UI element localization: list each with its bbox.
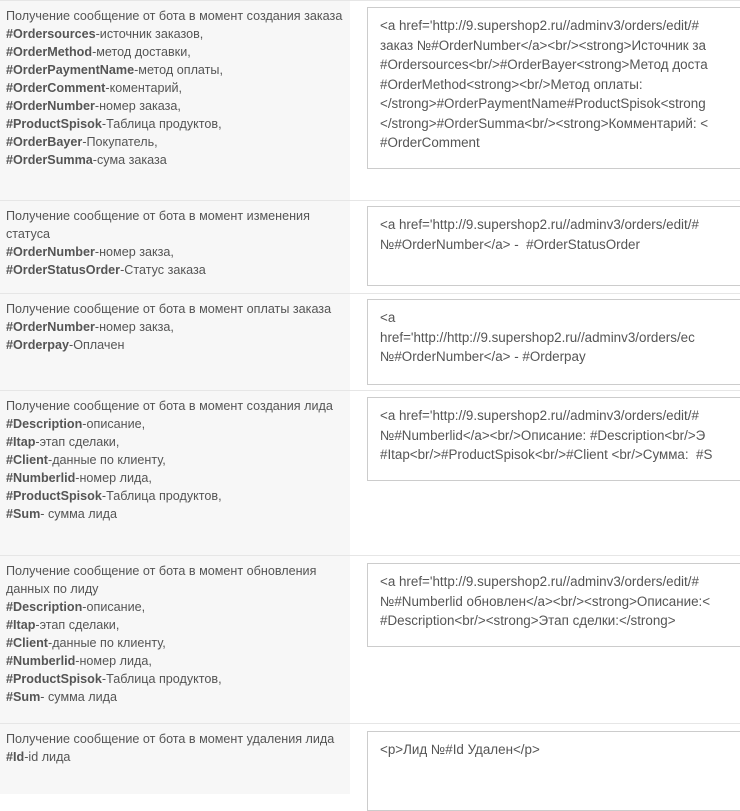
settings-row-lead-created <box>0 391 740 556</box>
placeholder-hint <box>6 652 346 670</box>
placeholder-code: #Numberlid <box>6 471 76 485</box>
row-label-cell <box>0 1 350 200</box>
settings-row-lead-deleted <box>0 724 740 794</box>
row-description: Получение сообщение от бота в момент оплаты заказа <box>6 302 332 316</box>
row-input-cell <box>350 391 740 555</box>
settings-row-status-changed <box>0 201 740 294</box>
placeholder-hint <box>6 318 346 336</box>
template-textarea-order-created[interactable]: <a href='http://9.supershop2.ru//adminv3/orders/edit/# заказ №#OrderNumber</a><br/><strong>Источник за #Ordersources<br/>#OrderBayer<strong>Метод доста #OrderMethod<strong><br/>Метод оплаты: </strong>#OrderPaymentName#ProductSpisok<strong </strong>#OrderSumma<br/><strong>Комментарий: < #OrderComment <box>367 7 740 169</box>
template-textarea-order-paid[interactable]: <a href='http://http://9.supershop2.ru//adminv3/orders/ec №#OrderNumber</a> - #Orderpay <box>367 299 740 385</box>
placeholder-code: #ProductSpisok <box>6 672 102 686</box>
placeholder-text: -данные по клиенту, <box>48 453 166 467</box>
placeholder-code: #OrderPaymentName <box>6 63 135 77</box>
placeholder-text: -номер лида, <box>75 654 152 668</box>
placeholder-hint <box>6 634 346 652</box>
row-label-cell <box>0 391 350 555</box>
placeholder-code: #Itap <box>6 435 36 449</box>
placeholder-text: -сума заказа <box>92 153 167 167</box>
template-textarea-lead-created[interactable]: <a href='http://9.supershop2.ru//adminv3/orders/edit/# №#Numberlid</a><br/>Описание: #Description<br/>Э #Itap<br/>#ProductSpisok<br/>#Client <br/>Сумма: #S <box>367 397 740 481</box>
placeholder-hint <box>6 151 346 169</box>
placeholder-hint <box>6 505 346 523</box>
row-label-cell <box>0 556 350 723</box>
template-textarea-lead-updated[interactable]: <a href='http://9.supershop2.ru//adminv3/orders/edit/# №#Numberlid обновлен</a><br/><strong>Описание:< #Description<br/><strong>Этап сделки:</strong> <box>367 563 740 647</box>
placeholder-hint <box>6 261 346 279</box>
placeholder-code: #Orderpay <box>6 338 69 352</box>
placeholder-text: -описание, <box>82 600 146 614</box>
placeholder-code: #OrderNumber <box>6 245 95 259</box>
placeholder-hint <box>6 133 346 151</box>
placeholder-text: -Оплачен <box>69 338 125 352</box>
placeholder-code: #OrderStatusOrder <box>6 263 121 277</box>
placeholder-hint <box>6 670 346 688</box>
placeholder-text: -этап сделаки, <box>35 618 120 632</box>
placeholder-code: #Description <box>6 417 83 431</box>
row-label-cell <box>0 724 350 794</box>
placeholder-text: -Таблица продуктов, <box>101 672 222 686</box>
row-description: Получение сообщение от бота в момент создания лида <box>6 399 333 413</box>
placeholder-hint <box>6 415 346 433</box>
placeholder-text: -метод доставки, <box>92 45 191 59</box>
placeholder-code: #OrderBayer <box>6 135 83 149</box>
placeholder-hint <box>6 243 346 261</box>
placeholder-text: -Покупатель, <box>82 135 158 149</box>
placeholder-code: #OrderComment <box>6 81 106 95</box>
settings-row-order-created <box>0 0 740 201</box>
placeholder-text: -Таблица продуктов, <box>101 117 222 131</box>
placeholder-code: #Client <box>6 636 48 650</box>
placeholder-hint <box>6 79 346 97</box>
placeholder-text: -номер лида, <box>75 471 152 485</box>
placeholder-text: -описание, <box>82 417 146 431</box>
placeholder-code: #OrderSumma <box>6 153 93 167</box>
row-input-cell <box>350 294 740 390</box>
placeholder-code: #Description <box>6 600 83 614</box>
placeholder-hint <box>6 616 346 634</box>
row-label-cell <box>0 294 350 390</box>
placeholder-code: #ProductSpisok <box>6 117 102 131</box>
placeholder-code: #Id <box>6 750 25 764</box>
placeholder-code: #OrderMethod <box>6 45 93 59</box>
placeholder-text: -источник заказов, <box>95 27 204 41</box>
row-description: Получение сообщение от бота в момент обновления данных по лиду <box>6 564 317 596</box>
row-input-cell <box>350 724 740 794</box>
placeholder-code: #Numberlid <box>6 654 76 668</box>
placeholder-hint <box>6 469 346 487</box>
template-textarea-status-changed[interactable]: <a href='http://9.supershop2.ru//adminv3/orders/edit/# №#OrderNumber</a> - #OrderStatusOrder <box>367 206 740 286</box>
row-input-cell <box>350 1 740 200</box>
placeholder-hint <box>6 451 346 469</box>
row-description: Получение сообщение от бота в момент изменения статуса <box>6 209 310 241</box>
placeholder-hint <box>6 433 346 451</box>
row-description: Получение сообщение от бота в момент удаления лида <box>6 732 335 746</box>
placeholder-text: -этап сделаки, <box>35 435 120 449</box>
row-description: Получение сообщение от бота в момент создания заказа <box>6 9 343 23</box>
placeholder-code: #OrderNumber <box>6 99 95 113</box>
placeholder-code: #Sum <box>6 690 41 704</box>
placeholder-text: -id лида <box>24 750 71 764</box>
placeholder-text: -Таблица продуктов, <box>101 489 222 503</box>
placeholder-hint <box>6 487 346 505</box>
placeholder-code: #OrderNumber <box>6 320 95 334</box>
placeholder-code: #ProductSpisok <box>6 489 102 503</box>
placeholder-code: #Client <box>6 453 48 467</box>
row-input-cell <box>350 201 740 293</box>
settings-row-lead-updated <box>0 556 740 724</box>
placeholder-hint <box>6 25 346 43</box>
placeholder-hint <box>6 688 346 706</box>
placeholder-text: - сумма лида <box>40 690 117 704</box>
placeholder-text: -метод оплаты, <box>134 63 223 77</box>
template-textarea-lead-deleted[interactable]: <p>Лид №#Id Удален</p> <box>367 731 740 811</box>
placeholder-code: #Ordersources <box>6 27 96 41</box>
placeholder-hint <box>6 336 346 354</box>
placeholder-text: - сумма лида <box>40 507 117 521</box>
placeholder-text: -данные по клиенту, <box>48 636 166 650</box>
placeholder-text: -Статус заказа <box>120 263 206 277</box>
placeholder-hint <box>6 115 346 133</box>
settings-row-order-paid <box>0 294 740 391</box>
placeholder-code: #Sum <box>6 507 41 521</box>
placeholder-text: -номер заказа, <box>94 99 181 113</box>
placeholder-hint <box>6 748 346 766</box>
placeholder-code: #Itap <box>6 618 36 632</box>
row-input-cell <box>350 556 740 723</box>
placeholder-hint <box>6 97 346 115</box>
placeholder-hint <box>6 43 346 61</box>
placeholder-hint <box>6 61 346 79</box>
placeholder-text: -коментарий, <box>105 81 183 95</box>
row-label-cell <box>0 201 350 293</box>
placeholder-text: -номер закза, <box>94 320 174 334</box>
placeholder-hint <box>6 598 346 616</box>
placeholder-text: -номер закза, <box>94 245 174 259</box>
